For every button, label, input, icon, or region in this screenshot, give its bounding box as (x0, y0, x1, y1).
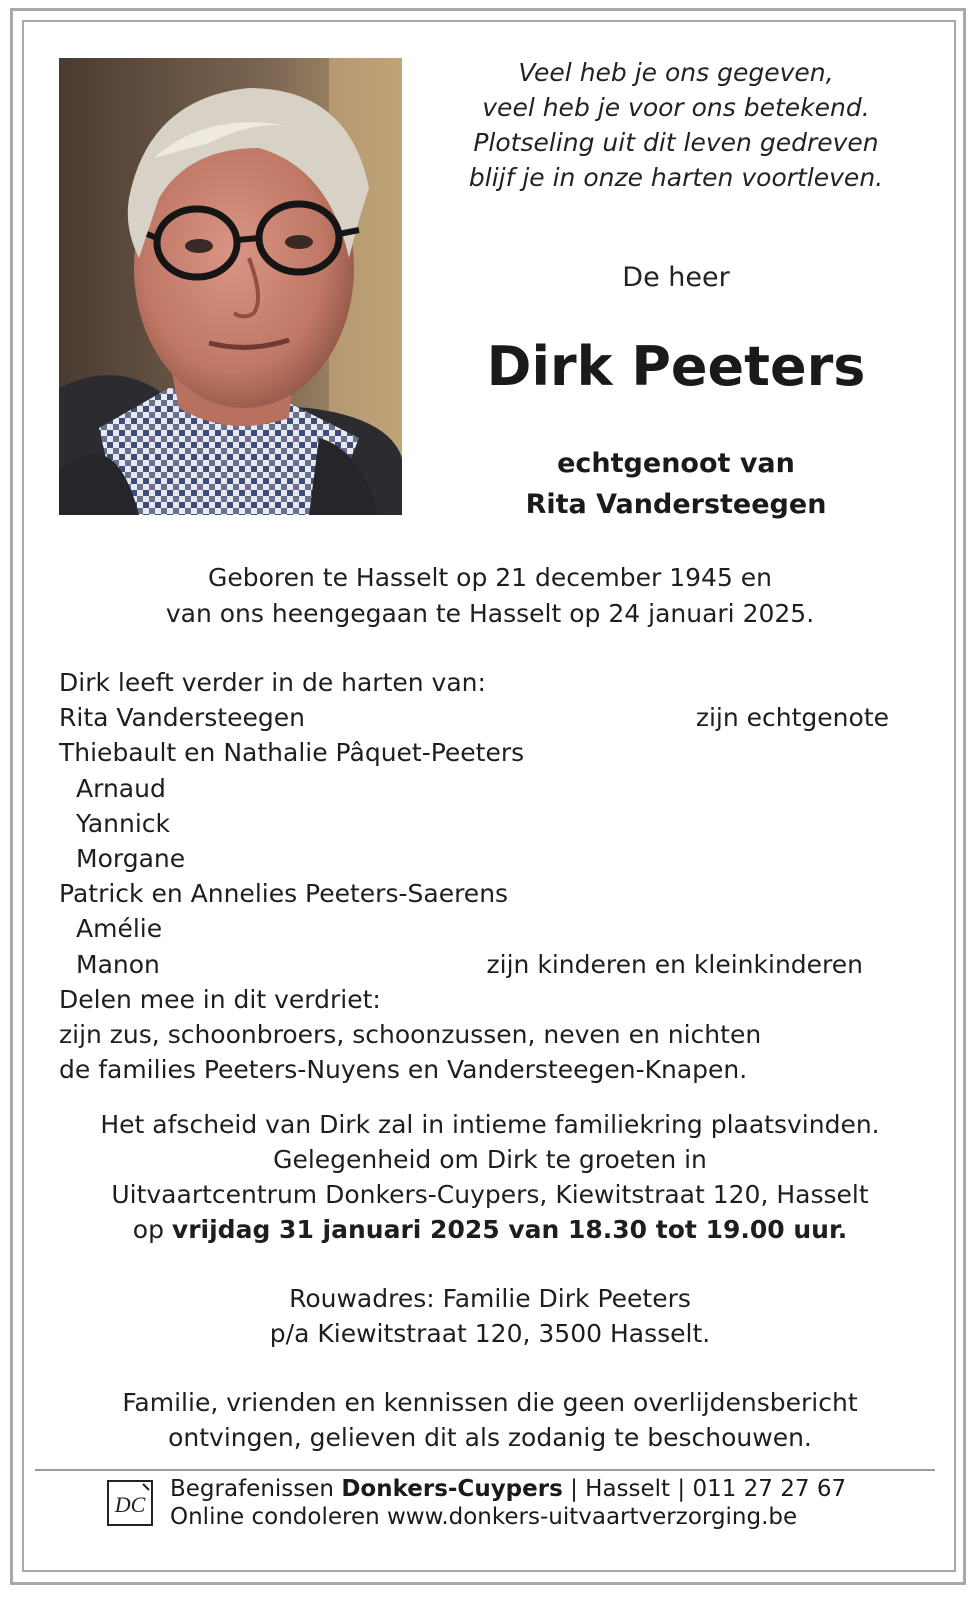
footer-line-1 (170, 1475, 846, 1503)
svg-text:DC: DC (114, 1492, 146, 1517)
footer-phone: 011 27 27 67 (692, 1476, 847, 1502)
children-role: zijn kinderen en kleinkinderen (486, 949, 863, 979)
family-row (59, 876, 889, 911)
footer-separator: | (570, 1476, 578, 1502)
family-row (59, 947, 889, 982)
birth-line: Geboren te Hasselt op 21 december 1945 en (207, 563, 773, 592)
relatives: zijn zus, schoonbroers, schoonzussen, neven en nichten (59, 1019, 762, 1049)
child-name: Thiebault en Nathalie Pâquet-Peeters (59, 738, 525, 768)
spouse-block (432, 443, 920, 525)
footer (170, 1475, 846, 1531)
poem-line: veel heb je voor ons betekend. (482, 93, 870, 122)
grandchild-name: Arnaud (76, 773, 166, 803)
family-row (59, 806, 889, 841)
spouse-name: Rita Vandersteegen (525, 489, 827, 520)
farewell-date-line (40, 1212, 940, 1247)
death-line: van ons heengegaan te Hasselt op 24 januari 2025. (165, 599, 815, 628)
child-name: Patrick en Annelies Peeters-Saerens (59, 879, 509, 909)
funeral-home-logo-icon (107, 1480, 153, 1526)
farewell-info (40, 1107, 940, 1247)
poem-line: Plotseling uit dit leven gedreven (473, 128, 879, 157)
deceased-name: Dirk Peeters (486, 335, 866, 398)
farewell-date: vrijdag 31 januari 2025 van 18.30 tot 19.00 uur. (171, 1215, 848, 1244)
notice-line: Familie, vrienden en kennissen die geen overlijdensbericht (122, 1388, 858, 1417)
poem (432, 55, 920, 195)
family-row (59, 1052, 889, 1087)
family-row (59, 1017, 889, 1052)
notice-line: ontvingen, gelieven dit als zodanig te beschouwen. (168, 1423, 812, 1452)
family-row (59, 841, 889, 876)
wife-role: zijn echtgenote (695, 703, 889, 733)
poem-line: blijf je in onze harten voortleven. (468, 163, 884, 192)
footer-prefix: Begrafenissen (170, 1476, 334, 1502)
farewell-line: Gelegenheid om Dirk te groeten in (273, 1145, 707, 1174)
family-row (59, 700, 889, 735)
honorific: De heer (622, 262, 730, 293)
spouse-relation: echtgenoot van (557, 448, 795, 479)
mourning-address (40, 1281, 940, 1351)
address-line: Rouwadres: Familie Dirk Peeters (289, 1284, 691, 1313)
birth-death-info (40, 560, 940, 632)
grandchild-name: Yannick (76, 808, 171, 838)
notice (40, 1385, 940, 1455)
family-row (59, 982, 889, 1017)
grandchild-name: Morgane (76, 843, 186, 873)
grandchild-name: Amélie (76, 914, 163, 944)
footer-city: Hasselt (585, 1476, 671, 1502)
address-line: p/a Kiewitstraat 120, 3500 Hasselt. (269, 1319, 711, 1348)
family-list (59, 665, 889, 1087)
family-row (59, 665, 889, 700)
families: de families Peeters-Nuyens en Vandersteegen-Knapen. (59, 1055, 748, 1085)
family-row (59, 911, 889, 946)
footer-separator: | (677, 1476, 686, 1502)
poem-line: Veel heb je ons gegeven, (518, 58, 834, 87)
footer-online[interactable]: Online condoleren www.donkers-uitvaartverzorging.be (170, 1504, 798, 1530)
family-row (59, 735, 889, 770)
farewell-date-prefix: op (132, 1215, 164, 1244)
portrait-photo (59, 58, 402, 515)
wife-name: Rita Vandersteegen (59, 703, 305, 733)
share-intro: Delen mee in dit verdriet: (59, 984, 381, 1014)
farewell-line: Het afscheid van Dirk zal in intieme familiekring plaatsvinden. (100, 1110, 880, 1139)
footer-company: Donkers-Cuypers (341, 1476, 563, 1502)
grandchild-name: Manon (76, 949, 160, 979)
farewell-line: Uitvaartcentrum Donkers-Cuypers, Kiewitstraat 120, Hasselt (111, 1180, 869, 1209)
footer-divider (35, 1469, 935, 1471)
family-row (59, 771, 889, 806)
family-intro: Dirk leeft verder in de harten van: (59, 668, 486, 697)
